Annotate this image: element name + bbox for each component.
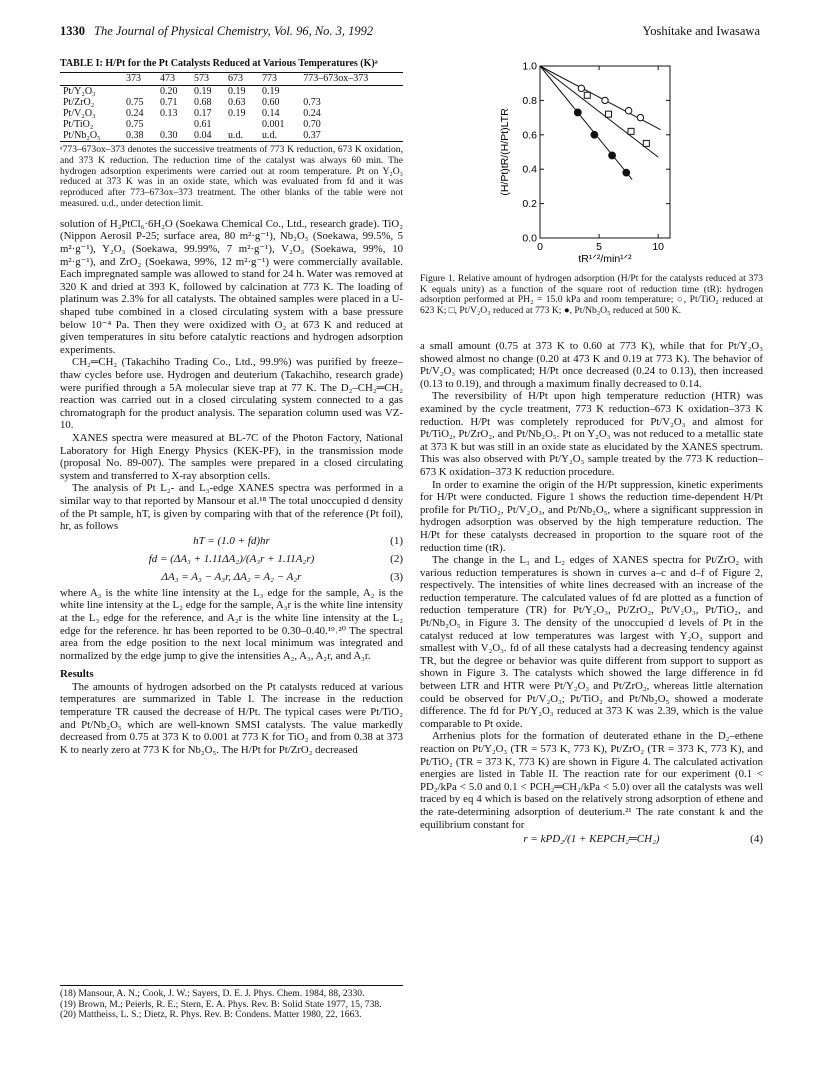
table-cell: [157, 119, 191, 130]
paragraph: The reversibility of H/Pt upon high temperature reduction (HTR) was examined by the cycle treatment, 773 K reduction–673 K oxidation–373 K reduction. H/Pt was completely reproduced for Pt/V₂O₃ and almost for Pt/TiO₂, Pt/ZrO₂, and Pt/Nb₂O₅. Pt on Y₂O₃ was not reduced to a metallic state at 373 K but was still in an oxide state as elucidated by the XANES spectrum. This was also observed with Pt/Y₂O₃ sample treated by the 773 K reduction–673 K oxidation–373 K reduction procedure.: [420, 390, 763, 478]
table-cell: 0.20: [160, 86, 178, 98]
table-cell: [123, 86, 157, 98]
journal-title: The Journal of Physical Chemistry, Vol. 96, No. 3, 1992: [94, 24, 374, 38]
table-cell: Pt/ZrO₂: [63, 97, 95, 109]
x-tick-label: 10: [652, 241, 665, 253]
paragraph: XANES spectra were measured at BL-7C of the Photon Factory, National Laboratory for High Energy Physics (KEK-PF), in the transmission mode (proposal No. 89-007). The samples were prepared in a closed circulating system and transferred to X-ray absorption cells.: [60, 431, 403, 482]
table-cell: 0.24: [303, 108, 321, 120]
equation-2: [60, 551, 403, 569]
table-column-header: 373: [123, 72, 157, 86]
paragraph: The amounts of hydrogen adsorbed on the Pt catalysts reduced at various temperatures are summarized in Table I. The increase in the reduction temperature TR caused the decrease of H/Pt. The typical cases were Pt/TiO₂ and Pt/Nb₂O₅ which are well-known SMSI catalysts. The value markedly decreased from 0.75 at 373 K to 0.001 at 773 K for TiO₂ and from 0.38 at 373 K to nearly zero at 773 K for Nb₂O₅. The H/Pt for Pt/ZrO₂ decreased: [60, 680, 403, 756]
series-line: [540, 66, 632, 180]
table-cell: 0.75: [126, 97, 144, 109]
table-cell: 0.14: [262, 108, 280, 120]
x-axis-label: tR¹ᐟ²/min¹ᐟ²: [578, 253, 632, 263]
data-point: [584, 92, 590, 98]
equation-text: hT = (1.0 + fd)hr: [193, 534, 270, 547]
data-point: [609, 152, 616, 159]
table-cell: Pt/TiO₂: [63, 119, 94, 131]
data-point: [574, 109, 581, 116]
table-column-header: 573: [191, 72, 225, 86]
reference: (18) Mansour, A. N.; Cook, J. W.; Sayers, D. E. J. Phys. Chem. 1984, 88, 2330.: [60, 988, 365, 999]
reference: (20) Mattheiss, L. S.; Dietz, R. Phys. Rev. B: Condens. Matter 1980, 22, 1663.: [60, 1009, 362, 1021]
table-column-header: 673: [225, 72, 259, 86]
table-row: [60, 97, 403, 108]
table-cell: Pt/V₂O₃: [63, 108, 96, 120]
page-header: [60, 24, 760, 42]
y-tick-label: 0.2: [522, 198, 537, 211]
left-column: [60, 58, 403, 756]
equation-text: fd = (ΔA₃ + 1.11ΔA₂)/(A₃r + 1.11A₂r): [148, 552, 315, 565]
table-header-row: [60, 72, 403, 86]
table-column-header: [60, 72, 123, 86]
table-column-header: 773–673ox–373: [300, 72, 403, 86]
figure-1: [420, 58, 763, 328]
equation-number: (4): [750, 833, 763, 846]
paragraph: where A₃ is the white line intensity at the L₃ edge for the sample, A₂ is the white line intensity at the L₂ edge for the sample, A₃r is the white line intensity at the L₃ edge for the reference, and A₂r is the white line intensity at the L₂ edge for the reference. hr has been reported to be 0.30–0.40.¹⁹˒²⁰ The spectral area from the edge position to the next local minimum was integrated and normalized by the edge jump to give the intensities A₂, A₃, A₂r, and A₃r.: [60, 586, 403, 662]
page-number: 1330: [60, 24, 85, 38]
table-column-header: 773: [259, 72, 300, 86]
equation-3: [60, 569, 403, 587]
right-column: [420, 340, 763, 849]
table-cell: 0.75: [126, 119, 144, 131]
data-point: [602, 97, 608, 103]
y-tick-label: 0.4: [522, 163, 537, 176]
equation-text: ΔA₃ = A₃ − A₃r, ΔA₂ = A₂ − A₂r: [161, 570, 302, 583]
table-cell: 0.60: [262, 97, 280, 109]
running-authors: Yoshitake and Iwasawa: [642, 24, 760, 38]
section-heading: Results: [60, 668, 94, 681]
table-row: [60, 130, 403, 142]
x-tick-label: 5: [596, 241, 603, 253]
x-tick-label: 0: [537, 241, 543, 253]
y-axis-label: (H/Pt)tR/(H/Pt)LTR: [499, 108, 511, 196]
y-tick-label: 0.6: [522, 129, 537, 142]
reference: (19) Brown, M.; Peierls, R. E.; Stern, E. A. Phys. Rev. B: Solid State 1977, 15, 738.: [60, 998, 382, 1010]
data-point: [637, 114, 643, 120]
paragraph: The change in the L₃ and L₂ edges of XANES spectra for Pt/ZrO₂ with various reduction temperatures is shown in curves a–c and d–f of Figure 2, respectively. The intensities of white lines decreased with an increase of the reduction temperature. The calculated values of fd are plotted as a function of reduction temperature (TR) for Pt/Y₂O₃, Pt/ZrO₂, Pt/V₂O₃, Pt/TiO₂, and Pt/Nb₂O₅ in Figure 3. The density of the unoccupied d levels of Pt in the catalyst reduced at low temperatures was largest with Y₂O₃ support and smallest with V₂O₃. fd of all these catalysts had a decreasing tendency against TR, but the degree or behavior was quite different from support to support as shown in Figure 3. The catalysts which showed the large difference in fd between LTR and HTR were Pt/Y₂O₃ and Pt/ZrO₂, whereas little alternation could be observed for Pt/V₂O₃; Pt/TiO₂ and Pt/Nb₂O₅ showed a moderate difference. The fd for Pt/Y₂O₃ reduced at 373 K was 2.39, which is the value comparable to Pt oxide.: [420, 554, 763, 730]
table-footnote: ᵃ773–673ox–373 denotes the successive treatments of 773 K reduction, 673 K oxidation, and 373 K reduction. The reduction time of the catalyst was always 60 min. The hydrogen adsorption experiments were carried out at room temperature. Pt on Y₂O₃ reduced at 373 K was in an oxide state, which was evaluated from fd and it was reproduced after 773–673ox–373 treatment. The other blanks of the table were not measured. u.d., under detection limit.: [60, 144, 403, 210]
table-cell: 0.71: [160, 97, 178, 109]
table-1: [60, 72, 403, 143]
table-cell: 0.17: [194, 108, 212, 120]
table-cell: 0.73: [303, 97, 321, 109]
figure-1-chart: [420, 58, 763, 263]
equation-number: (1): [390, 534, 403, 547]
footnote-references: [60, 985, 403, 1021]
equation-number: (2): [390, 552, 403, 565]
data-point: [628, 128, 634, 134]
table-cell: 0.19: [262, 86, 280, 98]
table-row: [60, 119, 403, 130]
y-tick-label: 0.0: [522, 232, 537, 245]
figure-caption: Figure 1. Relative amount of hydrogen adsorption (H/Pt for the catalysts reduced at 373 K equals unity) as a function of the square root of reduction time (tR): hydrogen adsorption performed at PH₂ = 15.0 kPa and room temperature; ○, Pt/TiO₂ reduced at 623 K; □, Pt/V₂O₃ reduced at 773 K; ●, Pt/Nb₂O₅ reduced at 500 K.: [420, 273, 763, 316]
table-cell: 0.19: [194, 86, 212, 98]
table-row: [60, 86, 403, 98]
table-cell: 0.19: [228, 86, 246, 98]
table-cell: 0.68: [194, 97, 212, 109]
data-point: [591, 131, 598, 138]
y-tick-label: 1.0: [522, 60, 537, 73]
table-cell: 0.24: [126, 108, 144, 120]
data-point: [643, 140, 649, 146]
table-row: [60, 108, 403, 119]
table-cell: 0.70: [303, 119, 321, 131]
table-cell: 0.001: [262, 119, 285, 131]
table-caption: TABLE I: H/Pt for the Pt Catalysts Reduced at Various Temperatures (K)ᵃ: [60, 58, 378, 69]
table-cell: 0.61: [194, 119, 212, 131]
table-cell: u.d.: [259, 130, 300, 142]
table-cell: [225, 119, 259, 130]
table-cell: 0.13: [160, 108, 178, 120]
equation-text: r = kPD₂/(1 + KEPCH₂═CH₂): [523, 833, 660, 846]
table-cell: 0.37: [300, 130, 403, 142]
table-cell: Pt/Nb₂O₅: [60, 130, 123, 142]
table-cell: 0.30: [157, 130, 191, 142]
equation-1: [60, 533, 403, 551]
table-cell: 0.38: [123, 130, 157, 142]
data-point: [625, 108, 631, 114]
table-cell: 0.19: [228, 108, 246, 120]
table-cell: u.d.: [225, 130, 259, 142]
data-point: [578, 85, 584, 91]
equation-4: [420, 831, 763, 849]
paragraph: a small amount (0.75 at 373 K to 0.60 at 773 K), while that for Pt/Y₂O₃ showed almost no change (0.20 at 473 K and 0.19 at 773 K). The behavior of Pt/V₂O₃ was complicated; H/Pt once decreased (0.24 to 0.13), then increased (0.13 to 0.19), and through a maximum finally decreased to 0.14.: [420, 340, 763, 390]
paragraph: Arrhenius plots for the formation of deuterated ethane in the D₂–ethene reaction on Pt/Y₂O₃ (TR = 573 K, 773 K), Pt/ZrO₂ (TR = 373 K, 773 K), and Pt/TiO₂ (TR = 373 K, 773 K) are shown in Figure 4. The calculated activation energies are listed in Table II. The reaction rate for our experiment (0.1 < PD₂/kPa < 5.0 and 0.1 < PCH₂═CH₂/kPa < 5.0) over all the catalysts was well traced by eq 4 which is based on the relatively strong adsorption of ethene and the rate-determining adsorption of deuterium.²¹ The rate constant k and the equilibrium constant for: [420, 730, 763, 831]
plot-frame: [540, 66, 670, 238]
table-cell: 0.63: [228, 97, 246, 109]
table-cell: [300, 86, 403, 98]
data-point: [606, 111, 612, 117]
paragraph: CH₂═CH₂ (Takachiho Trading Co., Ltd., 99.9%) was purified by freeze–thaw cycles before use. Hydrogen and deuterium (Takachiho, research grade) were purified through a 5A molecular sieve trap at 77 K. The D₂–CH₂═CH₂ reaction was carried out in a closed circulating system connected to a gas chromatograph for the product analysis. The separation column used was VZ-10.: [60, 356, 403, 432]
y-tick-label: 0.8: [522, 94, 537, 107]
paragraph: The analysis of Pt L₂- and L₃-edge XANES spectra was performed in a similar way to that reported by Mansour et al.¹⁸ The total unoccupied d density of the Pt sample, hT, is given by comparing with that of the reference (Pt foil), hr, as follows: [60, 482, 403, 533]
table-column-header: 473: [157, 72, 191, 86]
series-line: [540, 66, 658, 157]
table-cell: Pt/Y₂O₃: [63, 86, 96, 98]
paragraph: In order to examine the origin of the H/Pt suppression, kinetic experiments for H/Pt were conducted. Figure 1 shows the reduction time-dependent H/Pt profile for Pt/TiO₂, Pt/V₂O₃, and Pt/Nb₂O₅, where a significant suppression in hydrogen adsorption was observed by the high temperature reduction. The H/Pt for these catalysts decreased in proportion to the square root of the reduction time (tR).: [420, 478, 763, 554]
equation-number: (3): [390, 570, 403, 583]
data-point: [623, 169, 630, 176]
table-body: [60, 86, 403, 142]
table-cell: 0.04: [191, 130, 225, 142]
paragraph: solution of H₂PtCl₆·6H₂O (Soekawa Chemical Co., Ltd., research grade). TiO₂ (Nippon Aerosil P-25; surface area, 80 m²·g⁻¹), Nb₂O₅ (Soekawa, 99.5%, 5 m²·g⁻¹), Y₂O₃ (Soekawa, 99.99%, 7 m²·g⁻¹), V₂O₃ (Soekawa, 99%, 10 m²·g⁻¹), and ZrO₂ (Soekawa, 99%, 12 m²·g⁻¹) were commercially available. Each impregnated sample was allowed to stand for 24 h. Water was removed at 320 K and dried at 393 K, followed by calcination at 773 K. The loading of platinum was 2.3% for all catalysts. The obtained samples were placed in a U-shaped tube combined in a closed circulating system with a base pressure below 10⁻⁴ Pa. Then they were oxidized with O₂ at 673 K and reduced at given temperatures in situ before catalytic reactions and hydrogen adsorption experiments.: [60, 217, 403, 356]
